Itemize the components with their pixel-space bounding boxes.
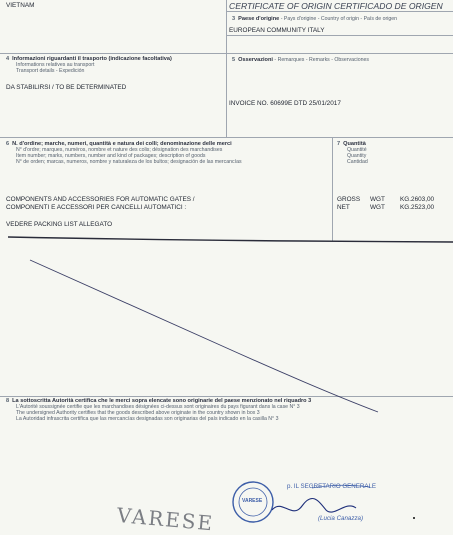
country-top: VIETNAM [6,2,35,9]
box7-label-line3: Quantity [347,153,367,159]
net-wgt: WGT [370,204,385,211]
small-mark [413,517,415,519]
box5-number: 5 [232,57,236,63]
box5-label-rest: - Remarques - Remarks - Observaciones [274,57,369,63]
box6-label-line2: N° d'ordre; marques, numéros, nombre et nature des colis; désignation des marchandises [16,147,223,153]
signatory-title: p. IL SEGRETARIO GENERALE [287,483,377,490]
net-value: KG.2523,00 [400,204,435,211]
box3-value: EUROPEAN COMMUNITY ITALY [229,27,325,34]
box7-label-line4: Cantidad [347,159,368,165]
box8-label-line3: The undersigned Authority certifies that the goods described above originate in the country shown in box 3 [16,410,260,416]
box6-label-bold: N. d'ordine; marche, numeri, quantità e natura dei colli; denominazione delle merci [12,141,232,147]
box5-value: INVOICE NO. 60699E DTD 25/01/2017 [229,100,341,107]
box4-number: 4 [6,56,10,62]
gross-label: GROSS [337,196,361,203]
box8-label-bold: La sottoscritta Autorità certifica che le merci sopra elencate sono originarie del paese menzionato nel riquadro 3 [12,398,312,404]
box3-label-bold: Paese d'origine [238,16,280,22]
box4-label-bold: Informazioni riguardanti il trasporto (indicazione facoltativa) [12,56,172,62]
box5-label-bold: Osservazioni [238,57,273,63]
box8-label-line4: La Autoridad infrascrita certifica que las mercancías designadas son originarias del país indicado en la casilla N° 3 [16,416,279,422]
box8-number: 8 [6,398,10,404]
bottom-stamp-varese: VARESE [115,503,216,535]
box6-number: 6 [6,141,10,147]
box7-number: 7 [337,141,341,147]
net-label: NET [337,204,350,211]
box4-value: DA STABILIRSI / TO BE DETERMINATED [6,84,127,91]
box4-label-line2: Informations relatives au transport [16,62,95,68]
box4-label-line3: Transport details - Expedición [16,68,85,74]
gross-wgt: WGT [370,196,385,203]
box8-label-line2: L'Autorité soussignée certifie que les marchandises désignées ci-dessus sont originaires du pays figurant dans la case N° 3 [16,404,300,410]
box3-label-rest: - Pays d'origine - Country of origin - País de origen [280,16,398,22]
box7-label-line2: Quantité [347,147,367,153]
box6-label-line4: N° de orden; marcas, numeros, nombre y naturaleza de los bultos; designación de las mercancías [16,159,242,165]
goods-line-1: COMPONENTS AND ACCESSORIES FOR AUTOMATIC GATES / [6,196,195,203]
box6-label-line3: Item number; marks, numbers, number and kind of packages; description of goods [16,153,206,159]
signatory-name: (Lucia Canazza) [318,515,364,522]
box7-label-bold: Quantità [343,141,366,147]
goods-line-3: VEDERE PACKING LIST ALLEGATO [6,221,113,228]
certificate-title: CERTIFICATE OF ORIGIN CERTIFICADO DE ORIGEN [229,1,443,11]
gross-value: KG.2603,00 [400,196,435,203]
box3-number: 3 [232,16,236,22]
goods-line-2: COMPONENTI E ACCESSORI PER CANCELLI AUTOMATICI : [6,204,187,211]
seal-text: VARESE [242,498,263,504]
